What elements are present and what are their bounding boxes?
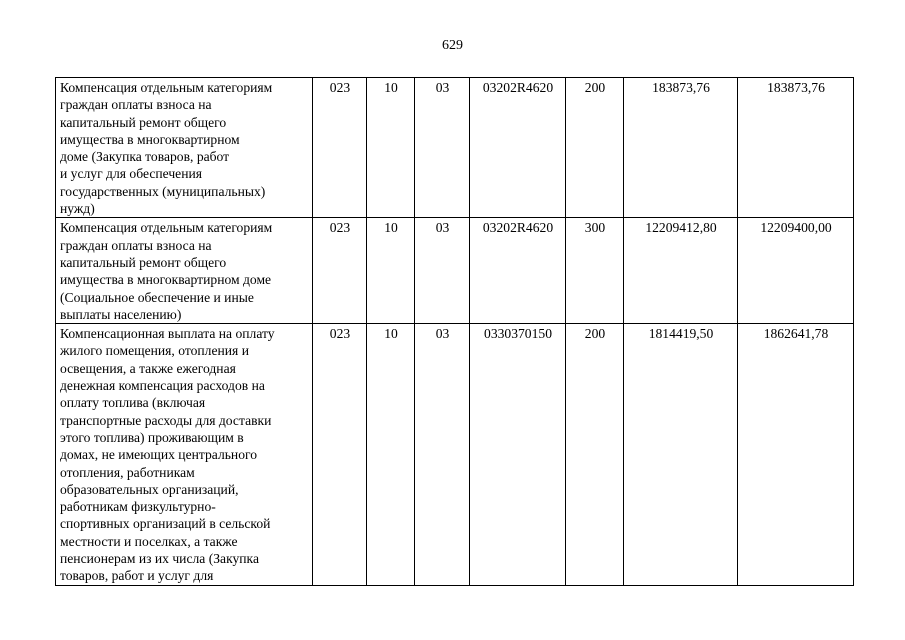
expense-type-code: 200 [566, 78, 624, 218]
page-number: 629 [442, 38, 463, 53]
amount-2: 1862641,78 [738, 324, 854, 585]
table-row [56, 78, 854, 218]
section-code: 10 [367, 78, 415, 218]
row-description: Компенсация отдельным категориям граждан оплаты взноса на капитальный ремонт общего имущества в многоквартирном доме (Закупка товаров, работ и услуг для обеспечения государственных (муниципальных) нужд) [56, 78, 313, 218]
ministry-code: 023 [313, 324, 367, 585]
expense-type-code: 300 [566, 218, 624, 324]
section-code: 10 [367, 218, 415, 324]
subsection-code: 03 [415, 218, 470, 324]
ministry-code: 023 [313, 78, 367, 218]
target-article-code: 0330370150 [470, 324, 566, 585]
section-code: 10 [367, 324, 415, 585]
target-article-code: 03202R4620 [470, 218, 566, 324]
amount-2: 12209400,00 [738, 218, 854, 324]
row-description: Компенсация отдельным категориям граждан оплаты взноса на капитальный ремонт общего имущества в многоквартирном доме (Социальное обеспечение и иные выплаты населению) [56, 218, 313, 324]
target-article-code: 03202R4620 [470, 78, 566, 218]
table-row [56, 218, 854, 324]
ministry-code: 023 [313, 218, 367, 324]
budget-table [55, 77, 854, 586]
subsection-code: 03 [415, 78, 470, 218]
expense-type-code: 200 [566, 324, 624, 585]
amount-1: 1814419,50 [624, 324, 738, 585]
amount-1: 12209412,80 [624, 218, 738, 324]
amount-1: 183873,76 [624, 78, 738, 218]
amount-2: 183873,76 [738, 78, 854, 218]
table-row [56, 324, 854, 585]
row-description: Компенсационная выплата на оплату жилого помещения, отопления и освещения, а также ежегодная денежная компенсация расходов на оплату топлива (включая транспортные расходы для доставки этого топлива) проживающим в домах, не имеющих центрального отопления, работникам образовательных организаций, работникам физкультурно- спортивных организаций в сельской местности и поселках, а также пенсионерам из их числа (Закупка товаров, работ и услуг для [56, 324, 313, 585]
subsection-code: 03 [415, 324, 470, 585]
